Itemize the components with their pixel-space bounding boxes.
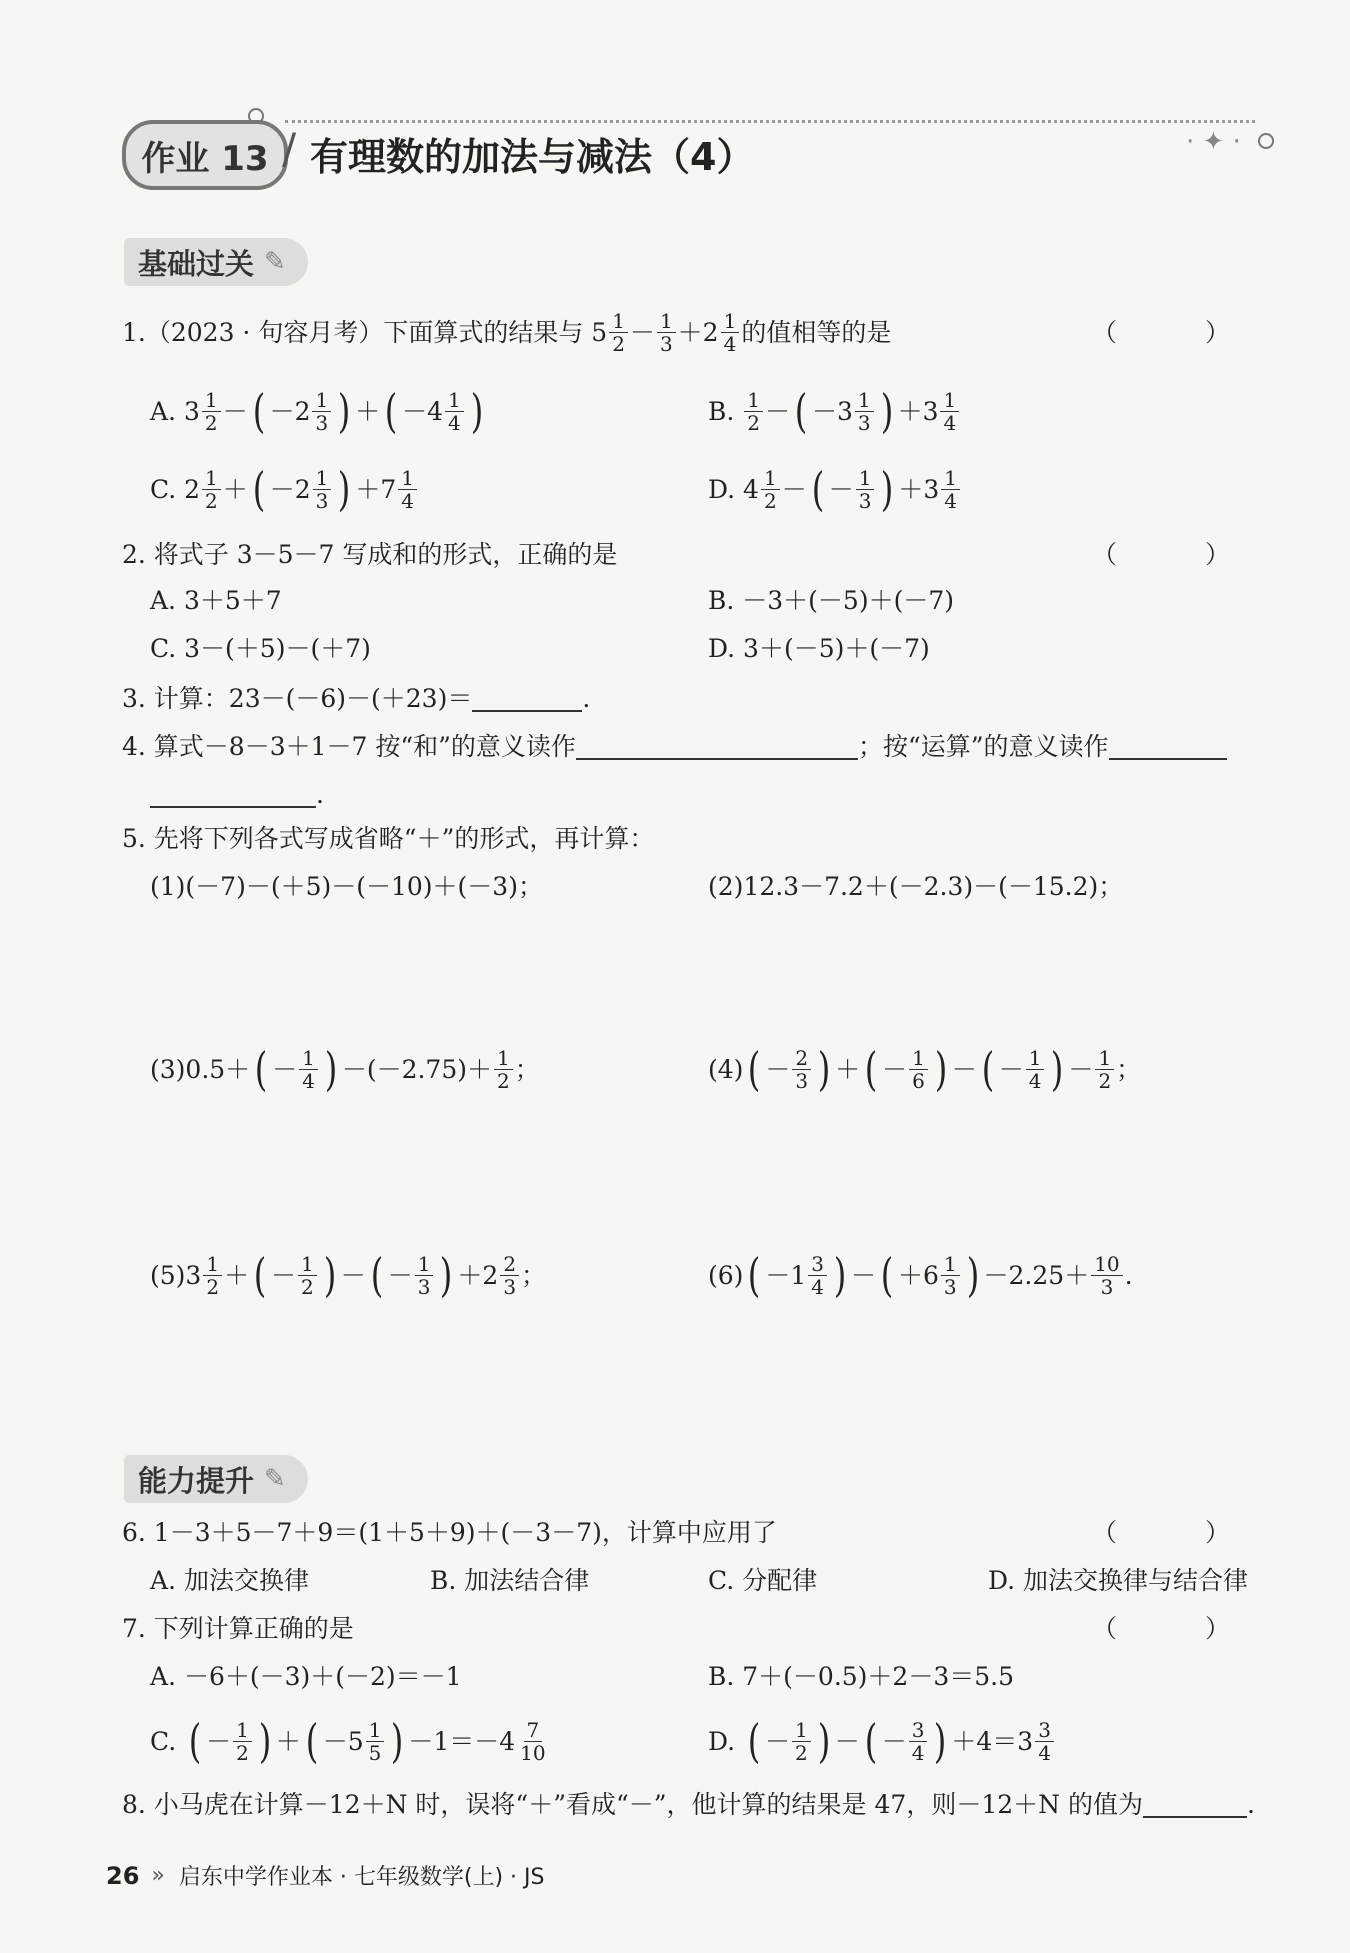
- q6-option-b: B. 加法结合律: [430, 1566, 590, 1595]
- question-4-cont: .: [150, 780, 324, 808]
- q8-answer-blank[interactable]: [1143, 1790, 1247, 1818]
- slash-decoration: /: [282, 124, 297, 173]
- section-basic: [124, 238, 308, 286]
- question-8: 8. 小马虎在计算－12＋N 时，误将“＋”看成“－”，他计算的结果是 47，则－12＋N 的值为 .: [122, 1789, 1255, 1819]
- q4-answer-blank-2[interactable]: [1109, 732, 1227, 760]
- q6-option-c: C. 分配律: [708, 1566, 818, 1595]
- q1-answer-paren: （ ）: [1092, 318, 1270, 347]
- q5-part-5: (5)3 $\frac{1}{2}$ ＋ ( － $\frac{1}{2}$ ) － ( － $\frac{1}{3}$ ) ＋2 $\frac{2}{3}$ ；: [150, 1248, 547, 1302]
- q2-option-a: A. 3＋5＋7: [150, 586, 282, 615]
- q3-answer-blank[interactable]: [472, 684, 582, 712]
- q5-part-6: (6) ( －1 $\frac{3}{4}$ ) － ( ＋6 $\frac{1}{3}$ ) －2.25＋ $\frac{10}{3}$ .: [708, 1248, 1133, 1302]
- q6-option-a: A. 加法交换律: [150, 1566, 309, 1595]
- q2-option-d: D. 3＋(－5)＋(－7): [708, 634, 930, 663]
- q1-stem: 1.（2023 · 句容月考）下面算式的结果与: [122, 318, 584, 347]
- question-4: 4. 算式－8－3＋1－7 按“和”的意义读作 ；按“运算”的意义读作: [122, 732, 1227, 760]
- question-2: 2. 将式子 3－5－7 写成和的形式，正确的是: [122, 540, 618, 569]
- section-basic-label: 基础过关: [138, 246, 255, 281]
- q7-option-a: A. －6＋(－3)＋(－2)＝－1: [150, 1662, 462, 1691]
- question-7: 7. 下列计算正确的是: [122, 1614, 354, 1643]
- q4-answer-blank-2-cont[interactable]: [150, 780, 316, 808]
- q5-part-3: (3)0.5＋ ( － $\frac{1}{4}$ ) －(－2.75)＋ $\frac{1}{2}$ ；: [150, 1042, 540, 1096]
- dotted-line-decoration: [285, 120, 1255, 125]
- q7-option-d: D. ( － $\frac{1}{2}$ ) － ( － $\frac{3}{4}$ ) ＋4＝3 $\frac{3}{4}$: [708, 1718, 1056, 1764]
- q7-option-c: C. ( － $\frac{1}{2}$ ) ＋ ( －5 $\frac{1}{5}$ ) －1＝－4 $\frac{7}{10}$: [150, 1714, 546, 1768]
- q5-part-4: (4) ( － $\frac{2}{3}$ ) ＋ ( － $\frac{1}{6}$ ) － ( － $\frac{1}{4}$ ) － $\frac{1}{2}$ ；: [708, 1042, 1142, 1096]
- q6-answer-paren: （ ）: [1092, 1518, 1270, 1547]
- q7-answer-paren: （ ）: [1092, 1614, 1270, 1643]
- q2-answer-paren: （ ）: [1092, 540, 1270, 569]
- footer-book-title: 启东中学作业本 · 七年级数学(上) · JS: [178, 1865, 545, 1890]
- q2-option-c: C. 3－(＋5)－(＋7): [150, 634, 371, 663]
- homework-badge: 作业 13: [122, 120, 288, 190]
- page-title: 有理数的加法与减法（4）: [310, 135, 755, 179]
- q6-option-d: D. 加法交换律与结合律: [988, 1566, 1249, 1595]
- q1-option-c: C. 2 $\frac{1}{2}$ ＋ ( －2 $\frac{1}{3}$ ) ＋7 $\frac{1}{4}$: [150, 466, 419, 512]
- pencil-icon: ✎: [264, 1464, 286, 1494]
- q5-part-2: (2)12.3－7.2＋(－2.3)－(－15.2)；: [708, 872, 1124, 901]
- q7-option-b: B. 7＋(－0.5)＋2－3＝5.5: [708, 1662, 1015, 1691]
- question-5: 5. 先将下列各式写成省略“＋”的形式，再计算：: [122, 824, 655, 853]
- question-1: 1.（2023 · 句容月考）下面算式的结果与 5 $\frac{1}{2}$ － $\frac{1}{3}$ ＋2 $\frac{1}{4}$ 的值相等的是: [122, 309, 892, 356]
- q1-option-a: A. 3 $\frac{1}{2}$ － ( －2 $\frac{1}{3}$ ) ＋ ( －4 $\frac{1}{4}$ ): [150, 384, 484, 438]
- ring-decoration: [1258, 133, 1274, 149]
- page-number: 26: [106, 1861, 140, 1890]
- q1-option-b: B. $\frac{1}{2}$ － ( －3 $\frac{1}{3}$ ) ＋3 $\frac{1}{4}$: [708, 388, 961, 434]
- question-3: 3. 计算：23－(－6)－(＋23)＝ .: [122, 683, 591, 713]
- pencil-icon: ✎: [264, 247, 286, 277]
- q1-option-d: D. 4 $\frac{1}{2}$ － ( － $\frac{1}{3}$ ) ＋3 $\frac{1}{4}$: [708, 466, 962, 512]
- section-advanced-label: 能力提升: [138, 1463, 255, 1498]
- q2-option-b: B. －3＋(－5)＋(－7): [708, 586, 954, 615]
- q4-answer-blank-1[interactable]: [576, 732, 858, 760]
- sparkle-icon: · ✦ ·: [1186, 127, 1241, 157]
- section-advanced: [124, 1455, 308, 1503]
- q1-stem-tail: 的值相等的是: [741, 318, 892, 347]
- q5-part-1: (1)(－7)－(＋5)－(－10)＋(－3)；: [150, 872, 543, 901]
- double-chevron-icon: »: [151, 1863, 165, 1888]
- question-6: 6. 1－3＋5－7＋9＝(1＋5＋9)＋(－3－7)，计算中应用了: [122, 1518, 777, 1547]
- page-footer: [106, 1860, 544, 1891]
